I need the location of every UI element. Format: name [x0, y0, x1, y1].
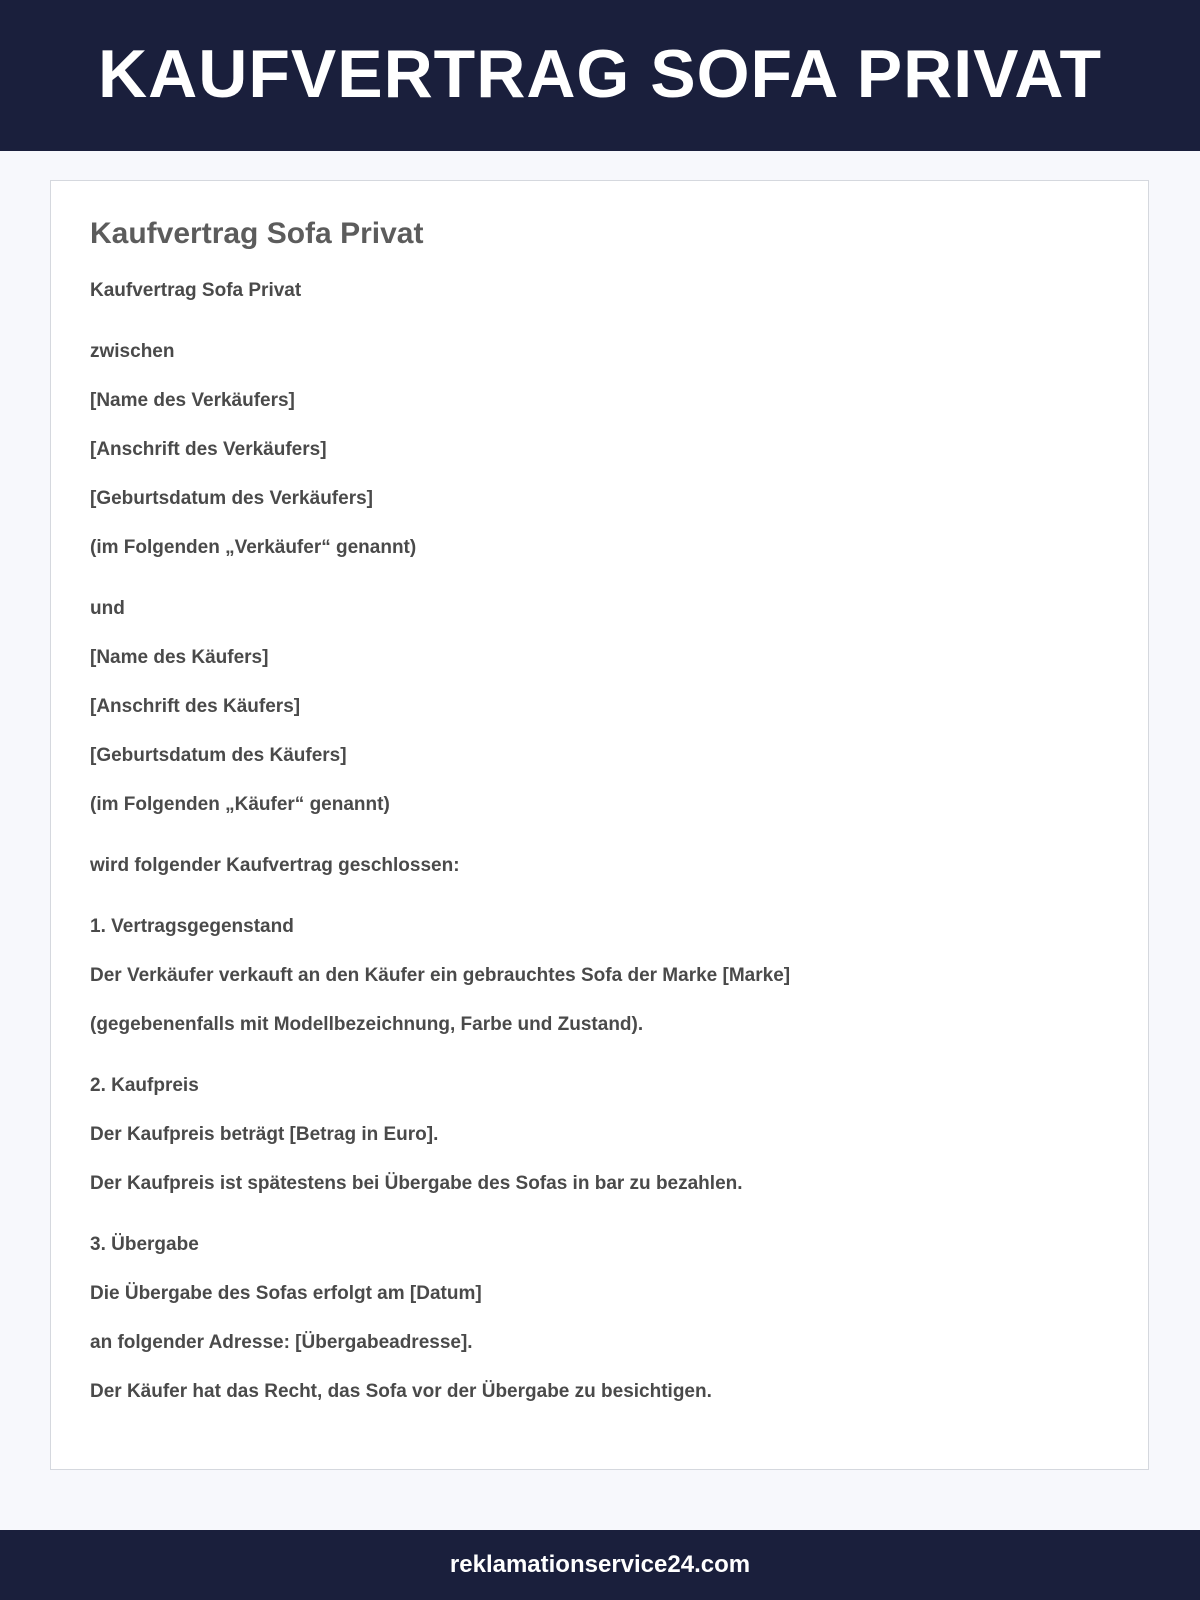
section-2-text-1: Der Kaufpreis beträgt [Betrag in Euro]. [90, 1124, 439, 1145]
contract-intro: wird folgender Kaufvertrag geschlossen: [90, 855, 460, 876]
document-heading: Kaufvertrag Sofa Privat [90, 217, 424, 250]
buyer-address: [Anschrift des Käufers] [90, 696, 301, 717]
page-header [0, 0, 1200, 151]
section-3-text-3: Der Käufer hat das Recht, das Sofa vor der Übergabe zu besichtigen. [90, 1381, 712, 1402]
document-card [50, 180, 1149, 1470]
section-1-text-2: (gegebenenfalls mit Modellbezeichnung, Farbe und Zustand). [90, 1014, 644, 1035]
document-subtitle: Kaufvertrag Sofa Privat [90, 280, 302, 301]
buyer-designation: (im Folgenden „Käufer“ genannt) [90, 794, 390, 815]
section-3-text-2: an folgender Adresse: [Übergabeadresse]. [90, 1332, 473, 1353]
section-2-heading: 2. Kaufpreis [90, 1075, 199, 1096]
section-3-heading: 3. Übergabe [90, 1234, 199, 1255]
buyer-name: [Name des Käufers] [90, 647, 269, 668]
section-2-text-2: Der Kaufpreis ist spätestens bei Übergabe des Sofas in bar zu bezahlen. [90, 1173, 743, 1194]
seller-birthdate: [Geburtsdatum des Verkäufers] [90, 488, 373, 509]
section-3-text-1: Die Übergabe des Sofas erfolgt am [Datum] [90, 1283, 482, 1304]
seller-name: [Name des Verkäufers] [90, 390, 295, 411]
section-1-text-1: Der Verkäufer verkauft an den Käufer ein gebrauchtes Sofa der Marke [Marke] [90, 965, 791, 986]
seller-address: [Anschrift des Verkäufers] [90, 439, 327, 460]
seller-designation: (im Folgenden „Verkäufer“ genannt) [90, 537, 417, 558]
party-intro: zwischen [90, 341, 175, 362]
party-connector: und [90, 598, 125, 619]
section-1-heading: 1. Vertragsgegenstand [90, 916, 294, 937]
buyer-birthdate: [Geburtsdatum des Käufers] [90, 745, 347, 766]
footer-site-name: reklamationservice24.com [449, 1551, 751, 1578]
page-footer [0, 1530, 1200, 1600]
header-title: KAUFVERTRAG SOFA PRIVAT [98, 35, 1102, 112]
